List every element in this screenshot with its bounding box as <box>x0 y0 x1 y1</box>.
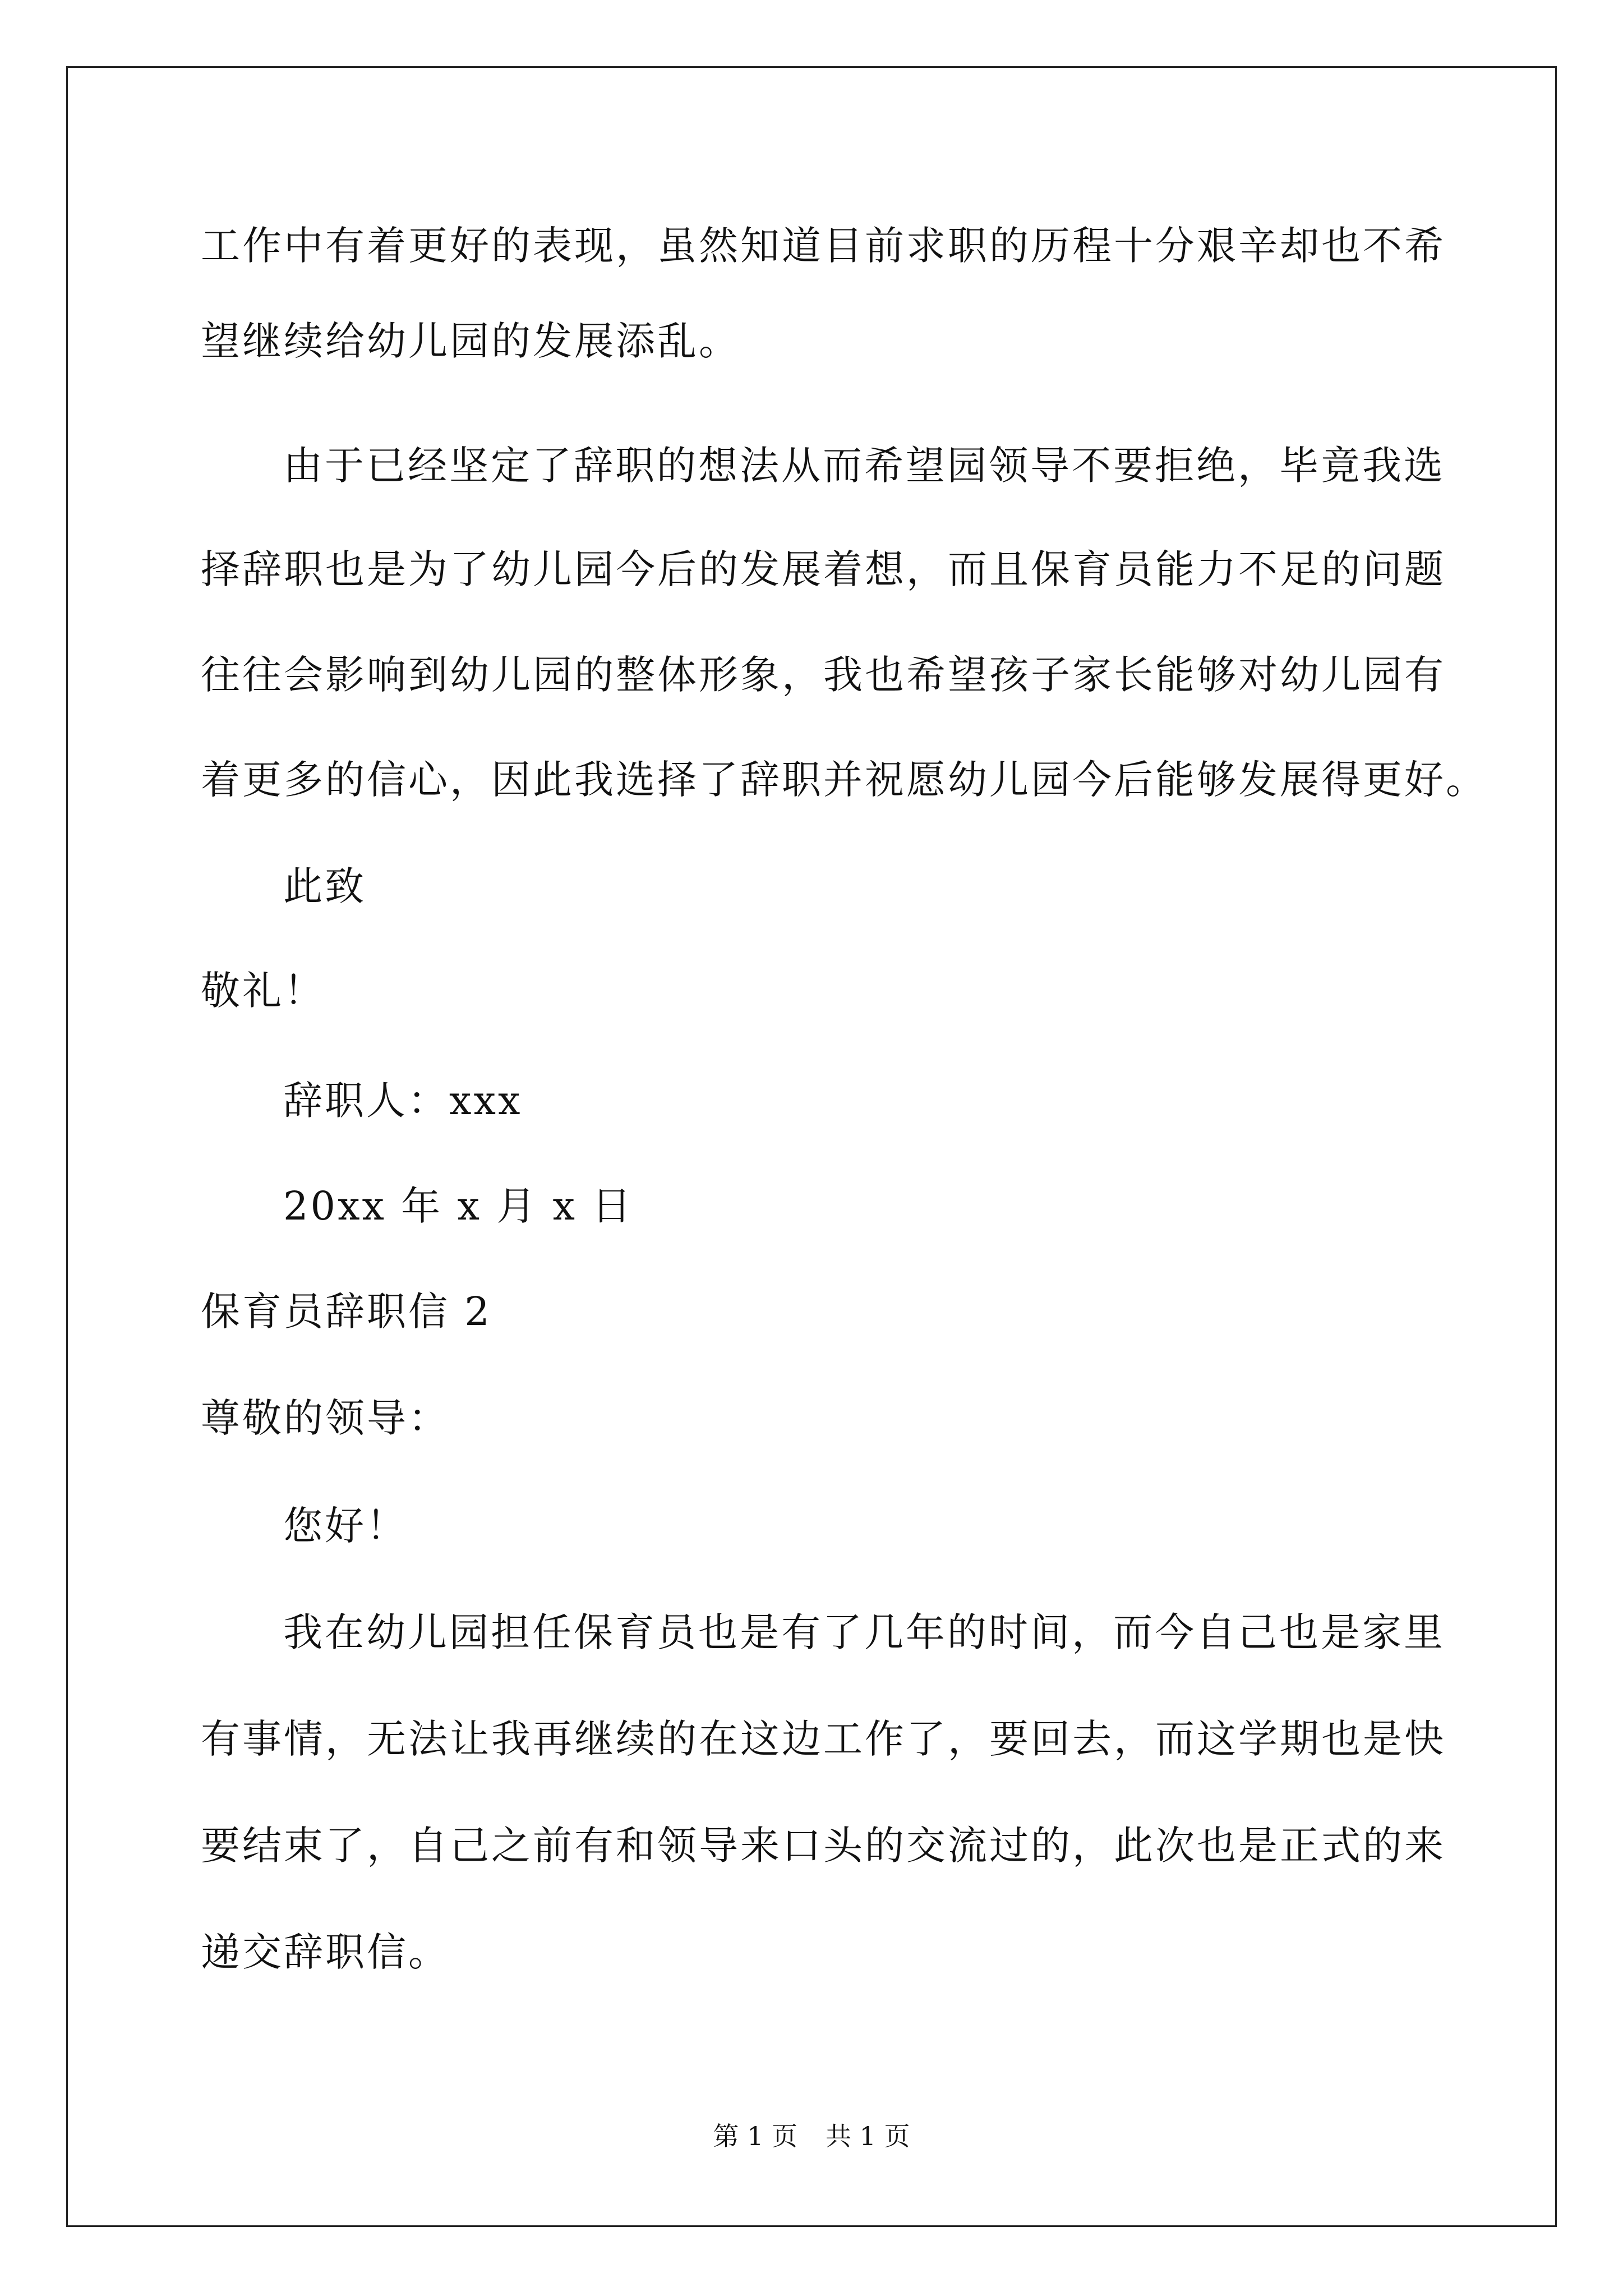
date-line: 20xx 年 x 月 x 日 <box>283 1183 634 1229</box>
text-line-3: 由于已经坚定了辞职的想法从而希望园领导不要拒绝，毕竟我选 <box>283 443 1445 489</box>
page-number-total: 共 1 页 <box>826 2121 910 2151</box>
text-line-5: 往往会影响到幼儿园的整体形象，我也希望孩子家长能够对幼儿园有 <box>201 652 1446 698</box>
text-line-1: 工作中有着更好的表现，虽然知道目前求职的历程十分艰辛却也不希 <box>201 223 1446 269</box>
signer-line: 辞职人：xxx <box>283 1078 523 1124</box>
text-line-14: 我在幼儿园担任保育员也是有了几年的时间，而今自己也是家里 <box>283 1609 1445 1655</box>
text-line-15: 有事情，无法让我再继续的在这边工作了，要回去，而这学期也是快 <box>201 1716 1446 1762</box>
page-number-current: 第 1 页 <box>713 2121 797 2151</box>
page-footer <box>0 2120 1623 2152</box>
closing-salutation: 此致 <box>283 863 366 909</box>
text-line-17: 递交辞职信。 <box>201 1929 450 1975</box>
hello-line: 您好！ <box>283 1503 408 1549</box>
text-line-16: 要结束了，自己之前有和领导来口头的交流过的，此次也是正式的来 <box>201 1823 1446 1869</box>
page-frame <box>66 66 1557 2227</box>
greeting-line: 尊敬的领导： <box>201 1395 450 1441</box>
closing-regards: 敬礼！ <box>201 968 325 1014</box>
text-line-4: 择辞职也是为了幼儿园今后的发展着想，而且保育员能力不足的问题 <box>201 546 1446 592</box>
text-line-2: 望继续给幼儿园的发展添乱。 <box>201 318 740 364</box>
text-line-6: 着更多的信心，因此我选择了辞职并祝愿幼儿园今后能够发展得更好。 <box>201 757 1487 803</box>
section-title: 保育员辞职信 2 <box>201 1289 492 1335</box>
